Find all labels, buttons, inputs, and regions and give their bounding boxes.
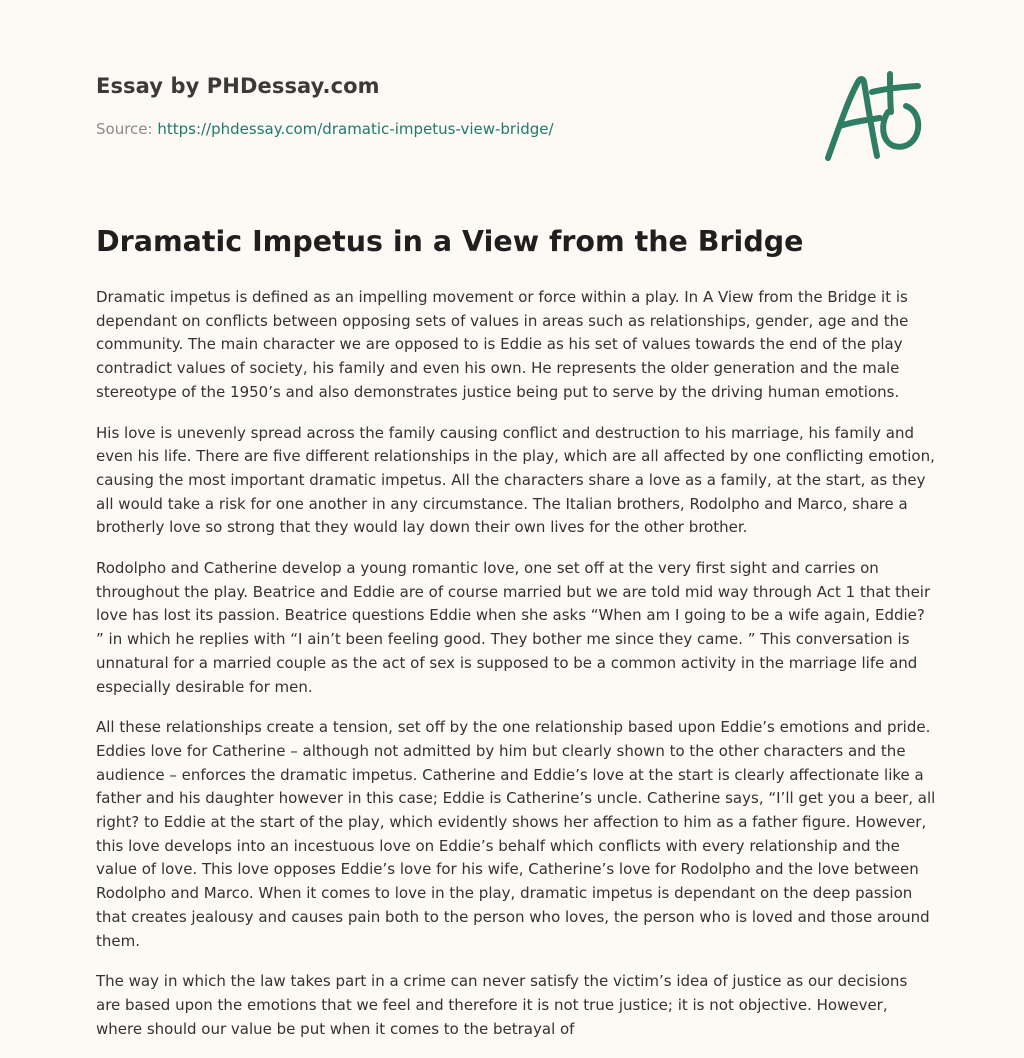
essay-paragraph: Rodolpho and Catherine develop a young romantic love, one set off at the very first sight and carries on throughout the play. Beatrice and Eddie are of course married but we are told mid way through Act 1 that their love has lost its passion. Beatrice questions Eddie when she asks “When am I going to be a wife again, Eddie? ” in which he replies with “I ain’t been feeling good. They bother me since they came. ” This conversation is unnatural for a married couple as the act of sex is supposed to be a common activity in the marriage life and especially desirable for men. xyxy=(96,559,931,696)
a-plus-logo-icon xyxy=(820,66,930,166)
essay-paragraph: All these relationships create a tension, set off by the one relationship based upon Eddie’s emotions and pride. Eddies love for Catherine – although not admitted by him but clearly shown to the other characters and the audience – enforces the dramatic impetus. Catherine and Eddie’s love at the start is clearly affectionate like a father and his daughter however in this case; Eddie is Catherine’s uncle. Catherine says, “I’ll get you a beer, all right? to Eddie at the start of the play, which evidently shows her affection to him as a father figure. However, this love develops into an incestuous love on Eddie’s behalf which conflicts with every relationship and the value of love. This love opposes Eddie’s love for his wife, Catherine’s love for Rodolpho and the love between Rodolpho and Marco. When it comes to love in the play, dramatic impetus is dependant on the deep passion that creates jealousy and causes pain both to the person who loves, the person who is loved and those around them. xyxy=(96,718,936,950)
essay-body xyxy=(96,286,936,1058)
source-label: Source: xyxy=(96,120,158,138)
essay-paragraph: His love is unevenly spread across the family causing conflict and destruction to his marriage, his family and even his life. There are five different relationships in the play, which are all affected by one conflicting emotion, causing the most important dramatic impetus. All the characters share a love as a family, at the start, as they all would take a risk for one another in any circumstance. The Italian brothers, Rodolpho and Marco, share a brotherly love so strong that they would lay down their own lives for the other brother. xyxy=(96,423,935,537)
essay-paragraph: Dramatic impetus is defined as an impelling movement or force within a play. In A View from the Bridge it is dependant on conflicts between opposing sets of values in areas such as relationships, gender, age and the community. The main character we are opposed to is Eddie as his set of values towards the end of the play contradict values of society, his family and even his own. He represents the older generation and the male stereotype of the 1950’s and also demonstrates justice being put to serve by the driving human emotions. xyxy=(96,288,909,401)
site-brand: Essay by PHDessay.com xyxy=(96,74,380,98)
source-link[interactable]: https://phdessay.com/dramatic-impetus-view-bridge/ xyxy=(157,120,554,138)
essay-paragraph: The way in which the law takes part in a crime can never satisfy the victim’s idea of justice as our decisions are based upon the emotions that we feel and therefore it is not true justice; it is not objective. However, where should our value be put when it comes to the betrayal of xyxy=(96,972,908,1038)
source-line xyxy=(96,120,796,138)
essay-title: Dramatic Impetus in a View from the Bridge xyxy=(96,225,804,258)
site-header xyxy=(96,74,796,138)
